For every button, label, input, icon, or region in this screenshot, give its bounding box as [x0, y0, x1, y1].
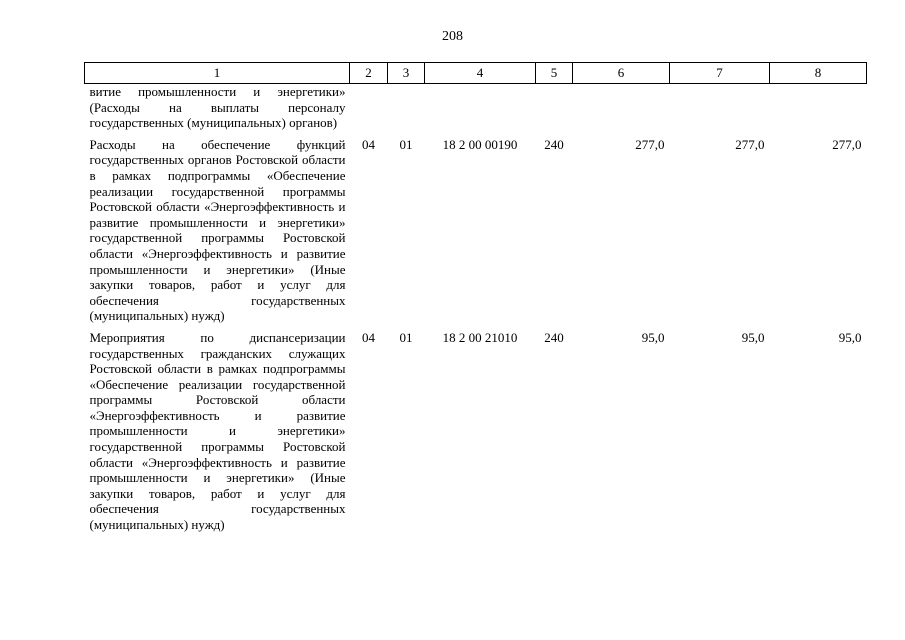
row-description: витие промышленности и энергетики» (Расходы на выплаты персоналу государственных (муниципальных) органов): [89, 84, 346, 131]
header-cell-2: 2: [350, 63, 388, 84]
row-amount-col8: [770, 84, 867, 131]
table-row: [85, 324, 867, 533]
table-row: [85, 84, 867, 131]
row-subsection: 01: [399, 329, 413, 345]
row-amount-col7: 277,0: [735, 136, 765, 152]
row-expense-type: 240: [544, 136, 564, 152]
row-subsection: 01: [399, 136, 413, 152]
row-target-article: 18 2 00 00190: [442, 136, 518, 152]
row-amount-col8: 95,0: [838, 329, 862, 345]
row-amount-col6: 95,0: [641, 329, 665, 345]
header-cell-5: 5: [536, 63, 573, 84]
row-subsection: [388, 84, 425, 131]
table-row: [85, 131, 867, 324]
page-number: 208: [442, 29, 463, 44]
row-amount-col7: 95,0: [741, 329, 765, 345]
row-amount-col7: [670, 84, 770, 131]
row-description: Мероприятия по диспансеризации государственных гражданских служащих Ростовской области в рамках подпрограммы «Обеспечение реализации государственной программы Ростовской области «Энергоэффективность и развитие промышленности и энергетики» государственной программы Ростовской области «Энергоэффективность и развитие промышленности и энергетики» (Иные закупки товаров, работ и услуг для обеспечения государственных (муниципальных) нужд): [89, 329, 346, 533]
row-target-article: 18 2 00 21010: [442, 329, 518, 345]
row-section: 04: [362, 329, 375, 345]
row-description: Расходы на обеспечение функций государственных органов Ростовской области в рамках подпрограммы «Обеспечение реализации государственной программы Ростовской области «Энергоэффективность и развитие промышленности и энергетики» государственной программы Ростовской области «Энергоэффективность и развитие промышленности и энергетики» (Иные закупки товаров, работ и услуг для обеспечения государственных (муниципальных) нужд): [89, 136, 346, 324]
row-amount-col8: 277,0: [832, 136, 862, 152]
row-amount-col6: 277,0: [635, 136, 665, 152]
header-cell-3: 3: [388, 63, 425, 84]
header-row: [85, 63, 867, 84]
row-target-article: [425, 84, 536, 131]
budget-table: [84, 62, 867, 533]
row-section: [350, 84, 388, 131]
header-cell-1: 1: [85, 63, 350, 84]
header-cell-6: 6: [573, 63, 670, 84]
row-amount-col6: [573, 84, 670, 131]
row-section: 04: [362, 136, 375, 152]
header-cell-8: 8: [770, 63, 867, 84]
row-expense-type: [536, 84, 573, 131]
header-cell-7: 7: [670, 63, 770, 84]
row-expense-type: 240: [544, 329, 564, 345]
header-cell-4: 4: [425, 63, 536, 84]
